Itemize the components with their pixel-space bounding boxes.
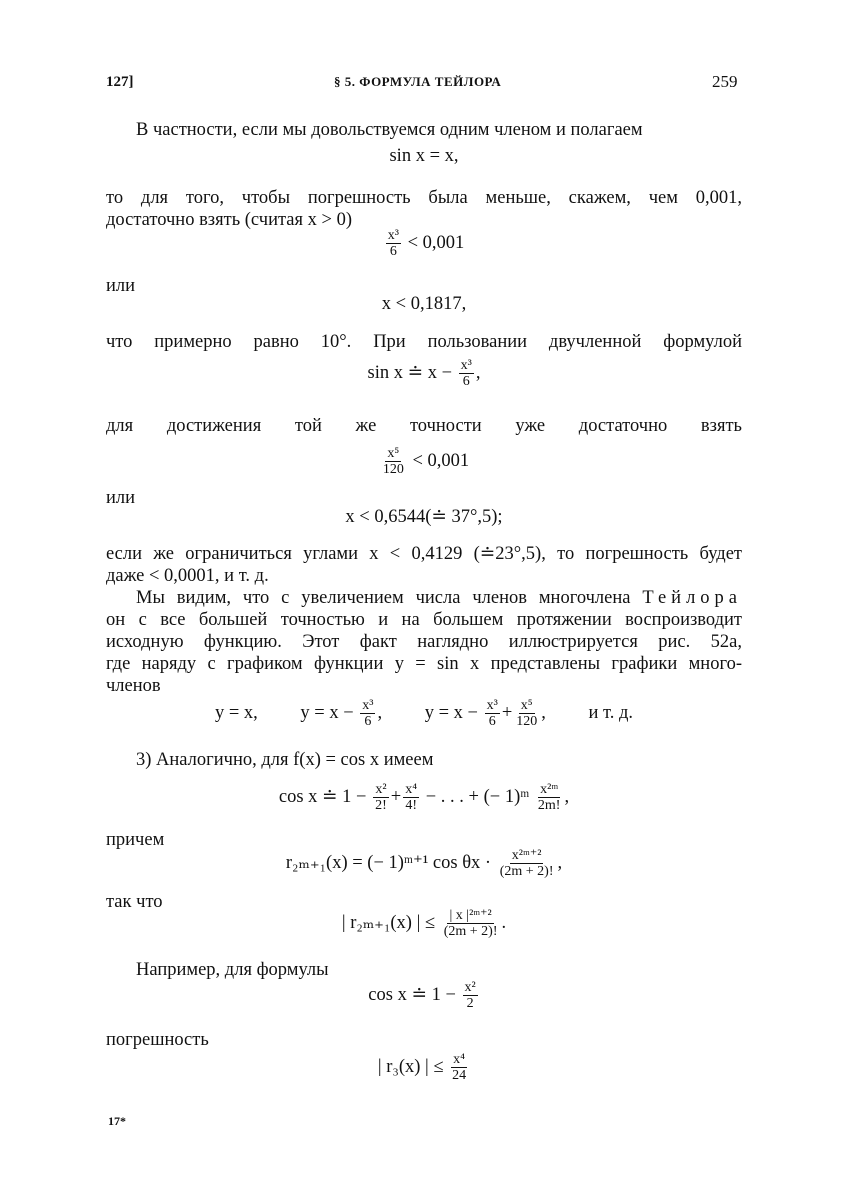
equation-two-term <box>0 358 848 389</box>
polynomial-1: y = x, <box>214 702 258 723</box>
equation-cos-approx: cos x ≐ 1 − $\frac{\text{x²}}{2}$ <box>368 980 476 1011</box>
equation-x-bound-2: x < 0,6544(≐ 37°,5); <box>345 507 503 527</box>
fraction-denominator: 6 <box>462 374 470 389</box>
etc-text: и т. д. <box>588 702 634 723</box>
paragraph-6-text: Мы видим, что с увеличением числа членов многочлена <box>136 588 631 608</box>
paragraph-1: В частности, если мы довольствуемся одним членом и полагаем <box>136 120 643 140</box>
paragraph-3: что примерно равно 10°. При пользовании двучленной формулой <box>106 332 742 352</box>
paragraph-7: 3) Аналогично, для f(x) = cos x имеем <box>136 750 434 770</box>
equation-tail: , <box>475 362 481 383</box>
equation-sin-x: sin x = x, <box>389 146 459 166</box>
paragraph-6-line-3: исходную функцию. Этот факт наглядно иллюстрируется рис. 52а, <box>106 632 742 652</box>
word-ili-1: или <box>106 276 136 296</box>
equation-x-bound: x < 0,1817, <box>381 294 467 314</box>
paragraph-8: Например, для формулы <box>136 960 329 980</box>
section-number: 127] <box>106 74 134 90</box>
equation-cos-series: cos x ≐ 1 − $\frac{\text{x²}}{2!}$ + $\frac{\text{x⁴}}{4!}$ − . . . + (− 1)ᵐ $\frac{\text{x²ᵐ}}{2m!}$ , <box>278 782 570 813</box>
paragraph-5-line-1: если же ограничиться углами x < 0,4129 (≐23°,5), то погрешность будет <box>106 544 742 564</box>
inequality-rest: < 0,001 <box>412 450 470 471</box>
name-taylor: Тейлора <box>642 588 743 608</box>
word-tak-chto: так что <box>106 892 163 912</box>
paragraph-2-line-1: то для того, чтобы погрешность была меньше, скажем, чем 0,001, <box>106 188 742 208</box>
page-number: 259 <box>712 72 738 91</box>
equation-error-bound: | r₃(x) | ≤ $\frac{\text{x⁴}}{24}$ <box>377 1052 467 1083</box>
word-prichem: причем <box>106 830 165 850</box>
equation-x3-over-6 <box>0 228 848 259</box>
polynomial-2-left: y = x − <box>300 702 354 723</box>
signature-mark: 17* <box>108 1114 126 1128</box>
fraction-numerator: x³ <box>460 358 472 373</box>
word-pogreshnost: погрешность <box>106 1030 209 1050</box>
polynomial-3-left: y = x − <box>424 702 478 723</box>
fraction-denominator: 120 <box>382 462 404 477</box>
paragraph-6-line-5: членов <box>106 676 161 696</box>
paragraph-4: для достижения той же точности уже достаточно взять <box>106 416 742 436</box>
equation-left: sin x ≐ x − <box>367 362 453 383</box>
paragraph-6-line-2: он с все большей точностью и на большем протяжении воспроизводит <box>106 610 742 630</box>
running-title: § 5. ФОРМУЛА ТЕЙЛОРА <box>334 74 502 89</box>
equation-remainder-bound: | r₂ₘ₊₁(x) | ≤ $\frac{\text{| x |²ᵐ⁺²}}{(2m + 2)!}$ . <box>341 908 507 939</box>
inequality-rest: < 0,001 <box>407 232 465 253</box>
paragraph-2-line-2: достаточно взять (считая x > 0) <box>106 210 352 230</box>
paragraph-5-line-2: даже < 0,0001, и т. д. <box>106 566 269 586</box>
equation-polynomials: y = x, y = x − $\frac{\text{x³}}{6}$ , y = x − $\frac{\text{x³}}{6}$ + $\frac{\text{x⁵}}{120}$ , и т. д. <box>214 698 634 729</box>
equation-x5-over-120 <box>0 446 848 477</box>
paragraph-6-line-4: где наряду с графиком функции y = sin x представлены графики много- <box>106 654 742 674</box>
word-ili-2: или <box>106 488 136 508</box>
fraction-numerator: x⁵ <box>387 446 400 461</box>
fraction-denominator: 6 <box>389 244 397 259</box>
equation-remainder: r₂ₘ₊₁(x) = (− 1)ᵐ⁺¹ cos θx · $\frac{\text{x²ᵐ⁺²}}{(2m + 2)!}$ , <box>285 848 563 879</box>
fraction-numerator: x³ <box>387 228 399 243</box>
